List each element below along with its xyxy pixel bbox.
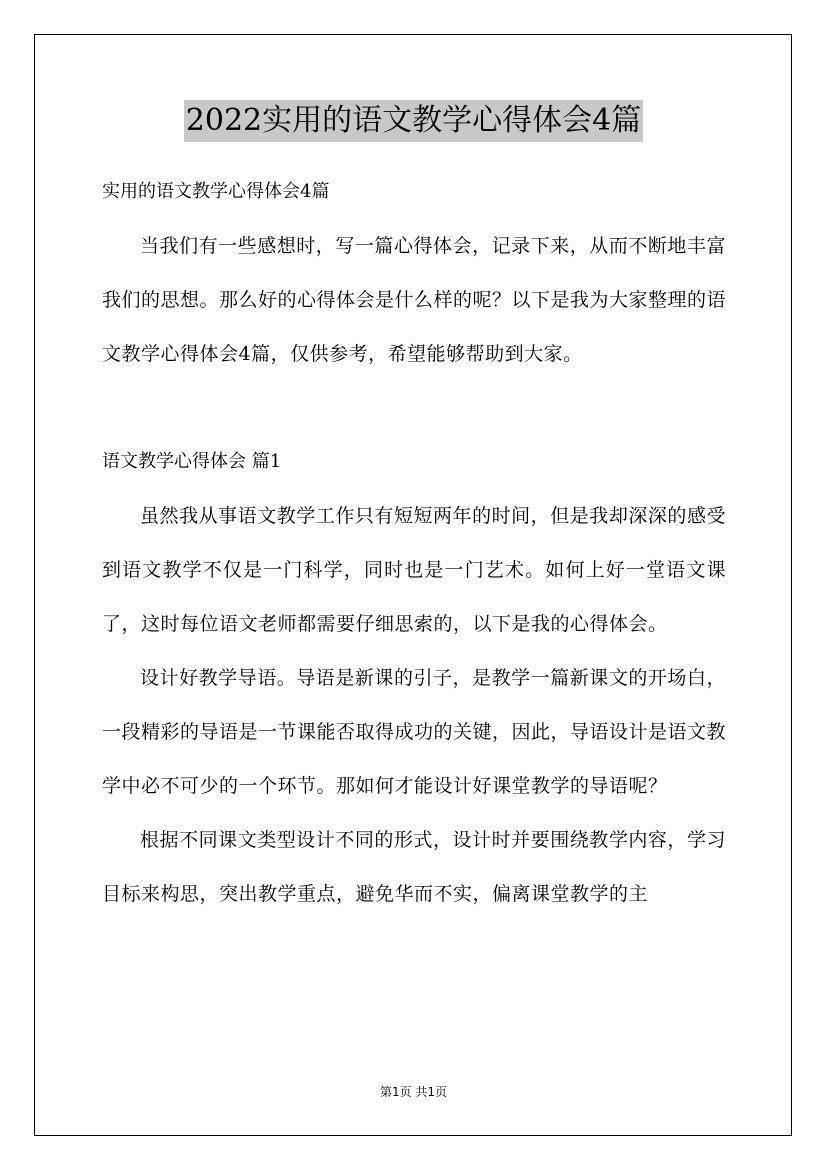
section-heading: 语文教学心得体会 篇1 xyxy=(102,451,282,472)
page-number: 第1页 共1页 xyxy=(379,1085,448,1099)
intro-paragraph: 当我们有一些感想时，写一篇心得体会，记录下来，从而不断地丰富我们的思想。那么好的心得体会是什么样的呢？以下是我为大家整理的语文教学心得体会4篇，仅供参考，希望能够帮助到大家。 xyxy=(102,235,727,365)
document-title xyxy=(0,100,827,142)
document-title-text: 2022实用的语文教学心得体会4篇 xyxy=(184,100,643,142)
blank-line xyxy=(102,381,726,435)
document-subtitle: 实用的语文教学心得体会4篇 xyxy=(102,181,330,202)
body-paragraph-3: 根据不同课文类型设计不同的形式，设计时并要围绕教学内容，学习目标来构思，突出教学重点，避免华而不实，偏离课堂教学的主 xyxy=(102,829,726,905)
body-paragraph-2: 设计好教学导语。导语是新课的引子，是教学一篇新课文的开场白，一段精彩的导语是一节课能否取得成功的关键，因此，导语设计是语文教学中必不可少的一个环节。那如何才能设计好课堂教学的导语呢？ xyxy=(102,667,727,797)
page-footer xyxy=(0,1082,827,1102)
body-paragraph-1: 虽然我从事语文教学工作只有短短两年的时间，但是我却深深的感受到语文教学不仅是一门科学，同时也是一门艺术。如何上好一堂语文课了，这时每位语文老师都需要仔细思索的，以下是我的心得体会。 xyxy=(102,505,726,635)
document-body xyxy=(102,165,726,921)
